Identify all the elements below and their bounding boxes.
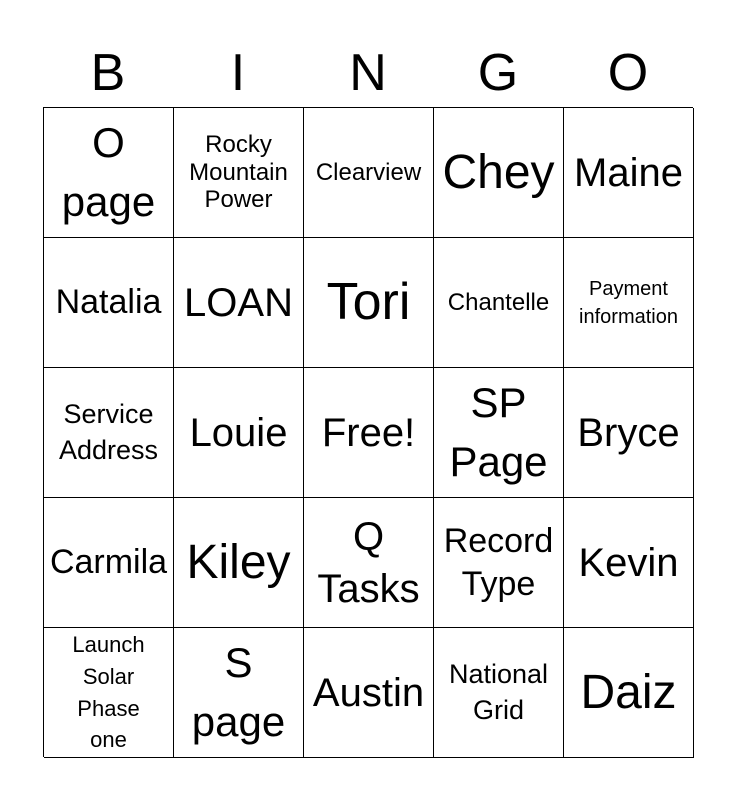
cell-text: Kiley — [186, 535, 291, 589]
header-letter-b: B — [90, 44, 126, 102]
cell-text: Daiz — [580, 665, 677, 719]
bingo-cell-r4c3[interactable] — [304, 498, 434, 628]
cell-text: Q Tasks — [317, 514, 420, 611]
bingo-cell-r1c4[interactable] — [434, 108, 564, 238]
cell-text: LOAN — [184, 280, 293, 325]
cell-text: Natalia — [55, 283, 162, 322]
cell-text: National Grid — [448, 659, 549, 725]
bingo-cell-r3c2[interactable] — [174, 368, 304, 498]
cell-text: Bryce — [577, 410, 680, 455]
bingo-cell-r4c1[interactable] — [44, 498, 174, 628]
bingo-cell-r3c3-free-space[interactable] — [304, 368, 434, 498]
bingo-cell-r1c3[interactable] — [304, 108, 434, 238]
cell-text: Clearview — [315, 158, 422, 186]
bingo-cell-r4c5[interactable] — [564, 498, 694, 628]
bingo-cell-r5c4[interactable] — [434, 628, 564, 758]
bingo-cell-r5c5[interactable] — [564, 628, 694, 758]
bingo-cell-r2c5[interactable] — [564, 238, 694, 368]
cell-text: Tori — [326, 272, 411, 331]
cell-text: Maine — [574, 150, 683, 195]
bingo-cell-r1c2[interactable] — [174, 108, 304, 238]
cell-text: Louie — [189, 410, 288, 455]
bingo-cell-r4c4[interactable] — [434, 498, 564, 628]
header-letter-i: I — [230, 44, 246, 102]
cell-text: O page — [61, 118, 156, 225]
bingo-cell-r1c1[interactable] — [44, 108, 174, 238]
cell-text: S page — [191, 638, 286, 745]
cell-text: Service Address — [58, 399, 159, 465]
cell-text: Payment information — [579, 277, 678, 328]
cell-text: Austin — [312, 670, 425, 715]
bingo-cell-r4c2[interactable] — [174, 498, 304, 628]
bingo-cell-r2c3[interactable] — [304, 238, 434, 368]
cell-text: Chantelle — [447, 288, 550, 316]
bingo-cell-r3c4[interactable] — [434, 368, 564, 498]
cell-text: Kevin — [578, 540, 679, 585]
cell-text: Launch Solar Phase one — [72, 631, 145, 753]
cell-text: SP Page — [449, 378, 548, 485]
bingo-cell-r2c2[interactable] — [174, 238, 304, 368]
bingo-board — [43, 107, 693, 757]
bingo-cell-r5c2[interactable] — [174, 628, 304, 758]
cell-text: Rocky Mountain Power — [189, 131, 288, 214]
bingo-cell-r2c4[interactable] — [434, 238, 564, 368]
bingo-cell-r5c1[interactable] — [44, 628, 174, 758]
cell-text: Free! — [321, 410, 416, 455]
header-letter-o: O — [607, 44, 649, 102]
cell-text: Chey — [442, 145, 555, 199]
cell-text: Carmila — [49, 543, 168, 582]
bingo-cell-r5c3[interactable] — [304, 628, 434, 758]
cell-text: Record Type — [443, 522, 554, 603]
header-letter-n: N — [349, 44, 387, 102]
bingo-header — [43, 42, 693, 104]
bingo-cell-r3c1[interactable] — [44, 368, 174, 498]
bingo-cell-r3c5[interactable] — [564, 368, 694, 498]
bingo-cell-r2c1[interactable] — [44, 238, 174, 368]
header-letter-g: G — [477, 44, 519, 102]
bingo-cell-r1c5[interactable] — [564, 108, 694, 238]
